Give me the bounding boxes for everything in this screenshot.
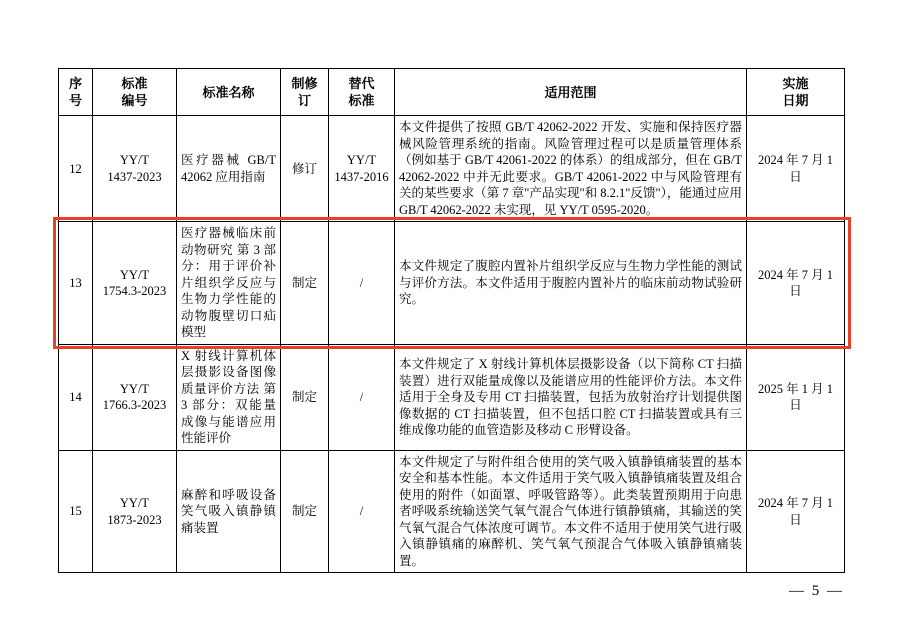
column-header-date-line2: 日期 [782,93,809,109]
cell-code [93,222,177,345]
cell-code-line1: YY/T [119,496,150,511]
cell-type: 修订 [281,116,329,222]
column-header-code [93,69,177,116]
column-header-no-line1: 序 [68,76,82,91]
cell-date: 2024 年 7 月 1 日 [747,116,845,222]
cell-no: 12 [59,116,93,222]
standards-table [58,68,845,573]
column-header-scope [395,69,747,116]
column-header-replace-line2: 标准 [348,93,375,109]
cell-scope: 本文件规定了 X 射线计算机体层摄影设备（以下简称 CT 扫描装置）进行双能量成像以及能谱应用的性能评价方法。本文件适用于全身及专用 CT 扫描装置，包括为放射治疗计划提供图像数据的 CT 扫描装置，但不包括口腔 CT 扫描装置或具有三维成像功能的血管造影及移动 C 形臂设备。 [395,344,747,450]
column-header-date [747,69,845,116]
cell-replace [329,116,395,222]
cell-name: 医疗器械 GB/T 42062 应用指南 [177,116,281,222]
column-header-scope-text: 适用范围 [544,84,597,100]
column-header-name [177,69,281,116]
table-row [59,450,845,573]
cell-code [93,116,177,222]
standards-table-container [58,68,844,573]
column-header-no [59,69,93,116]
cell-scope: 本文件规定了与附件组合使用的笑气吸入镇静镇痛装置的基本安全和基本性能。本文件适用于笑气吸入镇静镇痛装置及组合使用的附件（如面罩、呼吸管路等）。此类装置预期用于向患者呼吸系统输送笑气氧气混合气体进行镇静镇痛，其输送的笑气氧气混合气体浓度可调节。本文件不适用于使用笑气进行吸入镇静镇痛的麻醉机、笑气氧气预混合气体吸入镇静镇痛装置。 [395,450,747,573]
cell-code-line1: YY/T [119,381,150,396]
table-row [59,116,845,222]
cell-code-line2: 1873-2023 [107,512,162,527]
table-header-row [59,69,845,116]
cell-no: 13 [59,222,93,345]
cell-type: 制定 [281,450,329,573]
page-number: — 5 — [789,583,844,599]
cell-type: 制定 [281,222,329,345]
cell-date: 2025 年 1 月 1 日 [747,344,845,450]
cell-no: 14 [59,344,93,450]
cell-code-line2: 1437-2023 [107,169,162,184]
column-header-type-line2: 订 [297,93,311,109]
cell-code-line1: YY/T [119,267,150,282]
cell-replace: / [329,344,395,450]
column-header-code-line1: 标准 [121,76,148,91]
cell-replace-line1: YY/T [346,153,377,168]
cell-scope: 本文件提供了按照 GB/T 42062-2022 开发、实施和保持医疗器械风险管理系统的指南。风险管理过程可以是质量管理体系（例如基于 GB/T 42061-2022 的体系）的组成部分，但在 GB/T 42062-2022 中并无此要求。GB/T 42061-2022 中与风险管理有关的某些要求（第 7 章"产品实现"和 8.2.1"反馈"），能通过应用 GB/T 42062-2022 未实现，见 YY/T 0595-2020。 [395,116,747,222]
table-row [59,222,845,345]
column-header-name-text: 标准名称 [202,84,255,100]
cell-code-line2: 1766.3-2023 [102,398,167,413]
cell-replace: / [329,222,395,345]
cell-replace-line2: 1437-2016 [334,169,389,184]
column-header-replace-line1: 替代 [348,76,375,91]
cell-code [93,344,177,450]
cell-replace: / [329,450,395,573]
table-row [59,344,845,450]
cell-name: 麻醉和呼吸设备 笑气吸入镇静镇痛装置 [177,450,281,573]
column-header-date-line1: 实施 [782,76,809,91]
column-header-replace [329,69,395,116]
column-header-no-line2: 号 [68,93,82,109]
cell-code-line1: YY/T [119,153,150,168]
column-header-code-line2: 编号 [121,93,148,109]
cell-code-line2: 1754.3-2023 [102,284,167,299]
cell-type: 制定 [281,344,329,450]
cell-date: 2024 年 7 月 1 日 [747,450,845,573]
column-header-type-line1: 制修 [291,76,318,91]
cell-code [93,450,177,573]
cell-scope: 本文件规定了腹腔内置补片组织学反应与生物力学性能的测试与评价方法。本文件适用于腹腔内置补片的临床前动物试验研究。 [395,222,747,345]
column-header-type [281,69,329,116]
cell-no: 15 [59,450,93,573]
cell-name: X 射线计算机体层摄影设备图像质量评价方法 第 3 部分：双能量成像与能谱应用性能评价 [177,344,281,450]
cell-date: 2024 年 7 月 1 日 [747,222,845,345]
cell-name: 医疗器械临床前动物研究 第 3 部分：用于评价补片组织学反应与生物力学性能的动物腹壁切口疝模型 [177,222,281,345]
